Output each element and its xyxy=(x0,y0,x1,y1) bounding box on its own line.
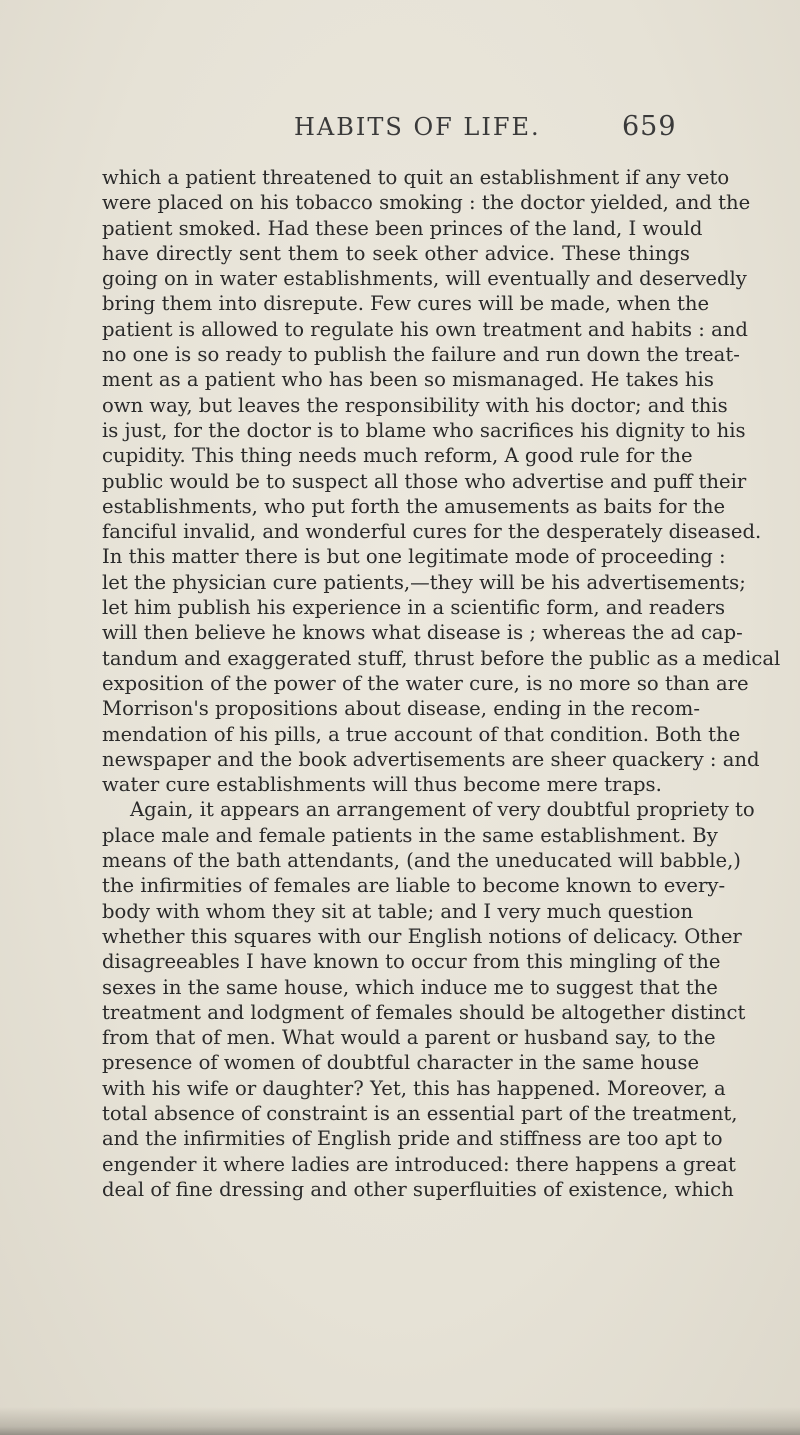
body-text xyxy=(102,165,781,1202)
text-line: bring them into disrepute. Few cures will be made, when the xyxy=(102,292,710,316)
text-line: is just, for the doctor is to blame who sacrifices his dignity to his xyxy=(102,418,746,442)
text-line: means of the bath attendants, (and the uneducated will babble,) xyxy=(102,849,741,873)
text-line: patient smoked. Had these been princes of the land, I would xyxy=(102,216,703,240)
text-line: newspaper and the book advertisements are sheer quackery : and xyxy=(102,747,760,771)
text-line: patient is allowed to regulate his own treatment and habits : and xyxy=(102,317,748,341)
text-line: own way, but leaves the responsibility with his doctor; and this xyxy=(102,393,728,417)
text-line: and the infirmities of English pride and stiffness are too apt to xyxy=(102,1127,723,1151)
text-line: cupidity. This thing needs much reform, A good rule for the xyxy=(102,444,693,468)
text-line: no one is so ready to publish the failure and run down the treat- xyxy=(102,343,740,367)
text-line: disagreeables I have known to occur from this mingling of the xyxy=(102,950,721,974)
text-line: tandum and exaggerated stuff, thrust before the public as a medical xyxy=(102,646,781,670)
text-line: the infirmities of females are liable to become known to every- xyxy=(102,874,726,898)
page-bottom-edge xyxy=(0,1407,800,1435)
text-line: fanciful invalid, and wonderful cures for the desperately diseased. xyxy=(102,520,762,544)
text-line: water cure establishments will thus become mere traps. xyxy=(102,773,662,797)
page-number: 659 xyxy=(622,111,677,142)
text-line: body with whom they sit at table; and I very much question xyxy=(102,899,694,923)
text-line: let the physician cure patients,—they will be his advertisements; xyxy=(102,570,746,594)
text-line: Again, it appears an arrangement of very doubtful propriety to xyxy=(130,798,755,822)
text-line: establishments, who put forth the amusements as baits for the xyxy=(102,494,726,518)
text-line: whether this squares with our English notions of delicacy. Other xyxy=(102,924,742,948)
text-line: deal of fine dressing and other superfluities of existence, which xyxy=(102,1177,734,1201)
text-line: place male and female patients in the same establishment. By xyxy=(102,823,718,847)
page-header xyxy=(0,113,800,147)
text-line: with his wife or daughter? Yet, this has happened. Moreover, a xyxy=(102,1076,726,1100)
text-line: from that of men. What would a parent or husband say, to the xyxy=(102,1026,716,1050)
text-line: let him publish his experience in a scientific form, and readers xyxy=(102,596,726,620)
text-line: engender it where ladies are introduced: there happens a great xyxy=(102,1152,736,1176)
text-line: public would be to suspect all those who advertise and puff their xyxy=(102,469,747,493)
text-line: will then believe he knows what disease is ; whereas the ad cap- xyxy=(102,621,743,645)
text-line: presence of women of doubtful character in the same house xyxy=(102,1051,700,1075)
running-head: HABITS OF LIFE. xyxy=(294,113,541,141)
text-line: In this matter there is but one legitimate mode of proceeding : xyxy=(102,545,726,569)
text-line: treatment and lodgment of females should be altogether distinct xyxy=(102,1000,746,1024)
text-line: Morrison's propositions about disease, ending in the recom- xyxy=(102,697,700,721)
text-line: which a patient threatened to quit an establishment if any veto xyxy=(102,166,730,189)
text-line: have directly sent them to seek other advice. These things xyxy=(102,241,690,265)
text-line: were placed on his tobacco smoking : the doctor yielded, and the xyxy=(102,191,751,215)
text-line: mendation of his pills, a true account of that condition. Both the xyxy=(102,722,741,746)
text-line: sexes in the same house, which induce me to suggest that the xyxy=(102,975,718,999)
text-line: going on in water establishments, will eventually and deservedly xyxy=(102,267,747,291)
text-line: total absence of constraint is an essential part of the treatment, xyxy=(102,1101,738,1125)
text-line: exposition of the power of the water cure, is no more so than are xyxy=(102,671,749,695)
text-line: ment as a patient who has been so mismanaged. He takes his xyxy=(102,368,714,392)
